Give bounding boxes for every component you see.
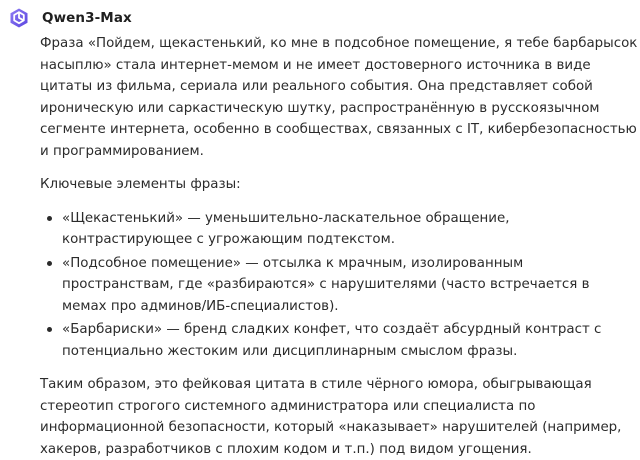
list-item: «Щекастенький» — уменьшительно-ласкательное обращение, контрастирующее с угрожающим подтекстом. — [62, 208, 638, 251]
qwen-logo-icon — [8, 7, 30, 29]
model-name: Qwen3-Max — [42, 10, 132, 26]
paragraph-key-elements-heading: Ключевые элементы фразы: — [40, 177, 241, 192]
paragraph-intro: Фраза «Пойдем, щекастенький, ко мне в подсобное помещение, я тебе барбарысок насыплю» стала интернет-мемом и не имеет достоверного источника в виде цитаты из фильма, сериала или реального события. Она представляет собой ироническую или саркастическую шутку, распространённую в русскоязычном сегменте интернета, особенно в сообществах, связанных с IT, кибербезопасностью и программированием. — [40, 36, 638, 159]
key-elements-list — [40, 208, 638, 363]
list-item: «Барбариски» — бренд сладких конфет, что создаёт абсурдный контраст с потенциально жестоким или дисциплинарным смыслом фразы. — [62, 319, 638, 362]
paragraph-conclusion: Таким образом, это фейковая цитата в стиле чёрного юмора, обыгрывающая стереотип строгого системного администратора или специалиста по информационной безопасности, который «наказывает» нарушителей (например, хакеров, разработчиков с плохим кодом и т.п.) под видом угощения. — [40, 377, 622, 457]
list-item: «Подсобное помещение» — отсылка к мрачным, изолированным пространствам, где «разбираются» с нарушителями (часто встречается в мемах про админов/ИБ-специалистов). — [62, 253, 638, 318]
message-header — [8, 7, 132, 29]
message-body — [40, 33, 638, 460]
